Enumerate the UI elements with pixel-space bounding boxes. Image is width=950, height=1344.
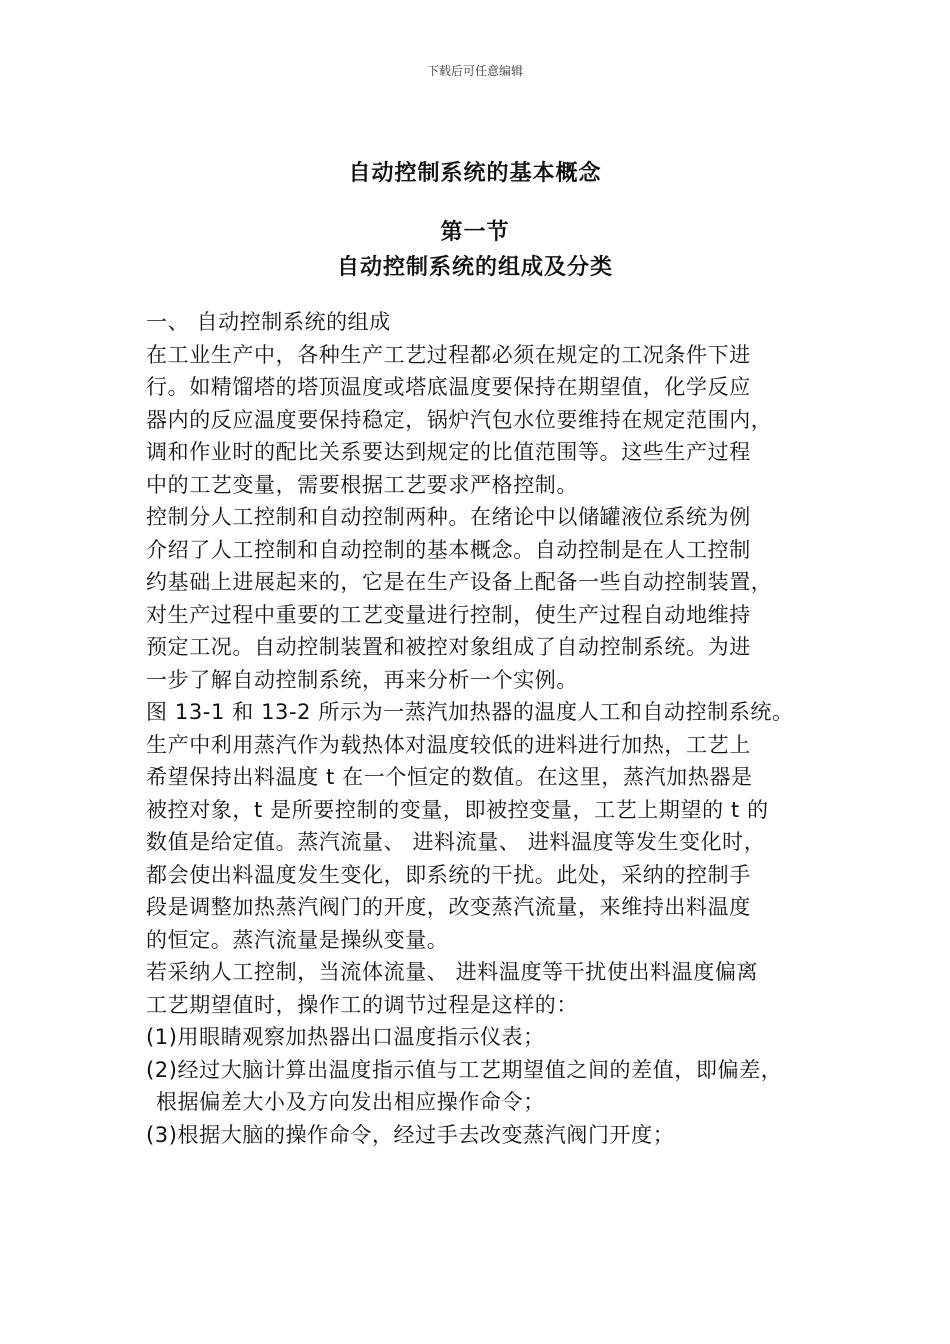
text-line: 对生产过程中重要的工艺变量进行控制，使生产过程自动地维持 [146,602,751,627]
text-line: 预定工况。自动控制装置和被控对象组成了自动控制系统。为进 [146,635,751,659]
text-line: 希望保持出料温度 t 在一个恒定的数值。在这里，蒸汽加热器是 [146,765,753,789]
page-header: 下载后可任意编辑 [426,64,523,78]
text-line: 器内的反应温度要保持稳定，锅炉汽包水位要维持在规定范围内， [146,407,773,432]
section-label: 第一节 [440,220,510,245]
text-line: 数值是给定值。蒸汽流量、 进料流量、 进料温度等发生变化时， [146,830,766,854]
text-line: 被控对象，t 是所要控制的变量，即被控变量，工艺上期望的 t 的 [146,797,769,822]
text-line: 控制分人工控制和自动控制两种。在绪论中以储罐液位系统为例 [146,505,751,529]
text-line: 图 13-1 和 13-2 所示为一蒸汽加热器的温度人工和自动控制系统。 [146,700,794,724]
list-item: (1)用眼睛观察加热器出口温度指示仪表； [146,1025,545,1049]
text-line: 若采纳人工控制，当流体流量、 进料温度等干扰使出料温度偏离 [146,960,759,984]
text-line: 的恒定。蒸汽流量是操纵变量。 [146,927,449,952]
document-title: 自动控制系统的基本概念 [348,161,602,186]
text-line: 中的工艺变量，需要根据工艺要求严格控制。 [146,472,578,497]
list-item-continuation: 根据偏差大小及方向发出相应操作命令； [156,1090,545,1114]
text-line: 段是调整加热蒸汽阀门的开度，改变蒸汽流量，来维持出料温度 [146,895,751,919]
text-line: 在工业生产中，各种生产工艺过程都必须在规定的工况条件下进 [146,342,751,367]
text-line: 一步了解自动控制系统，再来分析一个实例。 [146,667,578,692]
text-line: 调和作业时的配比关系要达到规定的比值范围等。这些生产过程 [146,440,751,464]
subheading: 一、 自动控制系统的组成 [146,310,391,334]
text-line: 工艺期望值时，操作工的调节过程是这样的： [146,992,578,1017]
text-line: 行。如精馏塔的塔顶温度或塔底温度要保持在期望值，化学反应 [146,375,751,399]
section-title: 自动控制系统的组成及分类 [336,255,613,280]
list-item: (3)根据大脑的操作命令，经过手去改变蒸汽阀门开度； [146,1122,675,1147]
text-line: 约基础上进展起来的，它是在生产设备上配备一些自动控制装置， [146,570,773,594]
body-text [146,306,826,1151]
text-line: 生产中利用蒸汽作为载热体对温度较低的进料进行加热，工艺上 [146,732,751,757]
text-line: 都会使出料温度发生变化，即系统的干扰。此处，采纳的控制手 [146,862,751,887]
text-line: 介绍了人工控制和自动控制的基本概念。自动控制是在人工控制 [146,537,751,562]
list-item: (2)经过大脑计算出温度指示值与工艺期望值之间的差值，即偏差， [146,1057,783,1082]
